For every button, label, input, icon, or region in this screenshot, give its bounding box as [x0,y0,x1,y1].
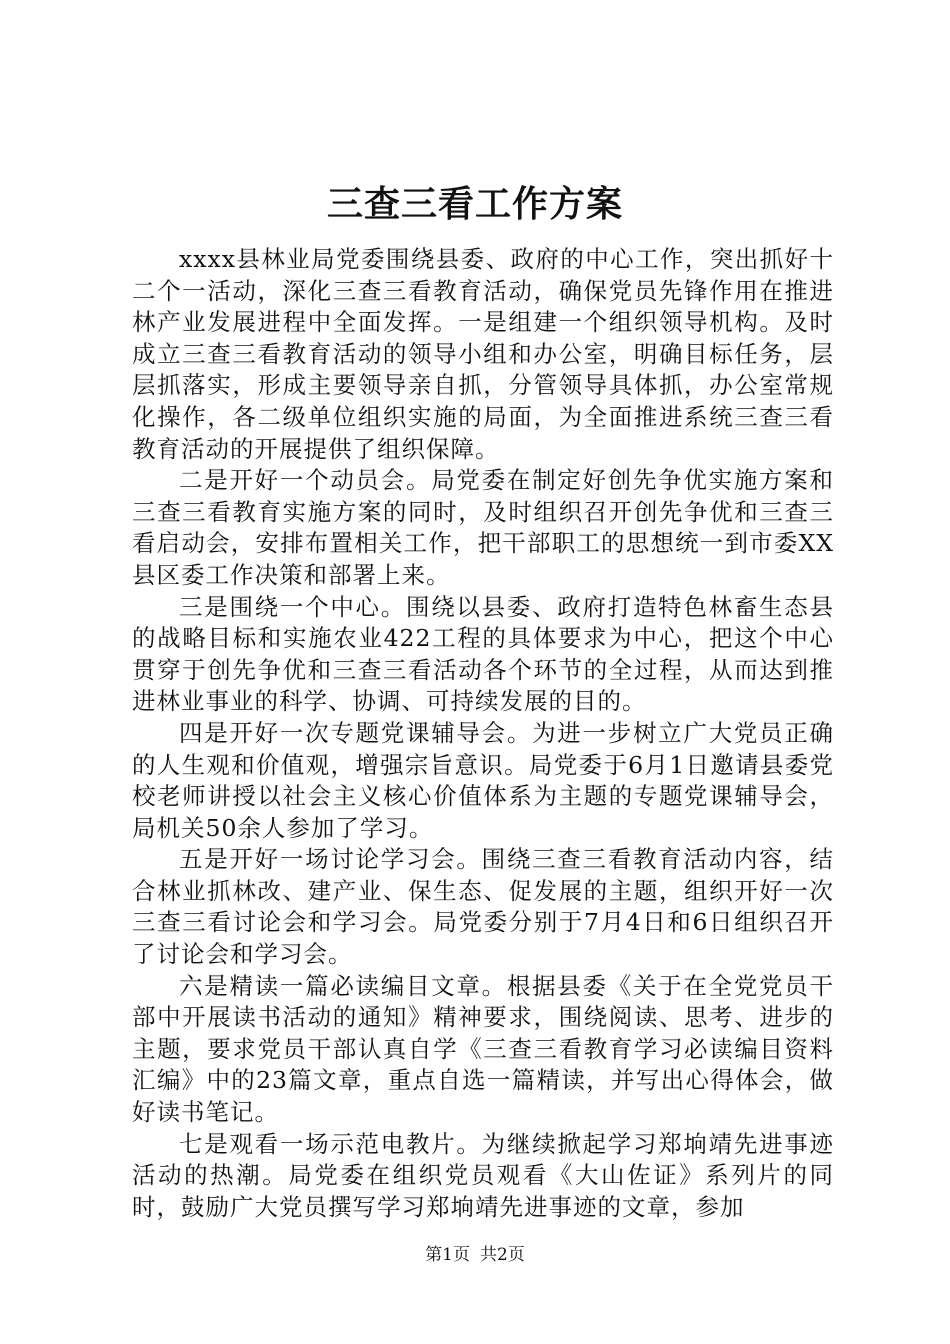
document-title: 三查三看工作方案 [326,183,623,225]
page-footer [0,1243,950,1267]
paragraph-1: xxxx县林业局党委围绕县委、政府的中心工作，突出抓好十二个一活动，深化三查三看教育活动，确保党员先锋作用在推进林产业发展进程中全面发挥。一是组建一个组织领导机构。及时成立三查三看教育活动的领导小组和办公室，明确目标任务，层层抓落实，形成主要领导亲自抓，分管领导具体抓，办公室常规化操作，各二级单位组织实施的局面，为全面推进系统三查三看教育活动的开展提供了组织保障。 [132,245,834,463]
page-number: 第1页 [425,1245,470,1265]
paragraph-2: 二是开好一个动员会。局党委在制定好创先争优实施方案和三查三看教育实施方案的同时，及时组织召开创先争优和三查三看启动会，安排布置相关工作，把干部职工的思想统一到市委XX县区委工作决策和部署上来。 [132,466,834,589]
paragraph-6: 六是精读一篇必读编目文章。根据县委《关于在全党党员干部中开展读书活动的通知》精神要求，围绕阅读、思考、进步的主题，要求党员干部认真自学《三查三看教育学习必读编目资料汇编》中的23篇文章，重点自选一篇精读，并写出心得体会，做好读书笔记。 [132,971,834,1127]
paragraph-4: 四是开好一次专题党课辅导会。为进一步树立广大党员正确的人生观和价值观，增强宗旨意识。局党委于6月1日邀请县委党校老师讲授以社会主义核心价值体系为主题的专题党课辅导会，局机关50余人参加了学习。 [132,718,834,842]
page-total: 共2页 [480,1245,525,1265]
paragraph-3: 三是围绕一个中心。围绕以县委、政府打造特色林畜生态县的战略目标和实施农业422工程的具体要求为中心，把这个中心贯穿于创先争优和三查三看活动各个环节的全过程，从而达到推进林业事业的科学、协调、可持续发展的目的。 [132,592,834,716]
paragraph-5: 五是开好一场讨论学习会。围绕三查三看教育活动内容，结合林业抓林改、建产业、保生态、促发展的主题，组织开好一次三查三看讨论会和学习会。局党委分别于7月4日和6日组织召开了讨论会和学习会。 [132,845,834,969]
document-body [132,244,834,1223]
paragraph-7: 七是观看一场示范电教片。为继续掀起学习郑垧靖先进事迹活动的热潮。局党委在组织党员观看《大山佐证》系列片的同时，鼓励广大党员撰写学习郑垧靖先进事迹的文章，参加 [132,1129,834,1221]
